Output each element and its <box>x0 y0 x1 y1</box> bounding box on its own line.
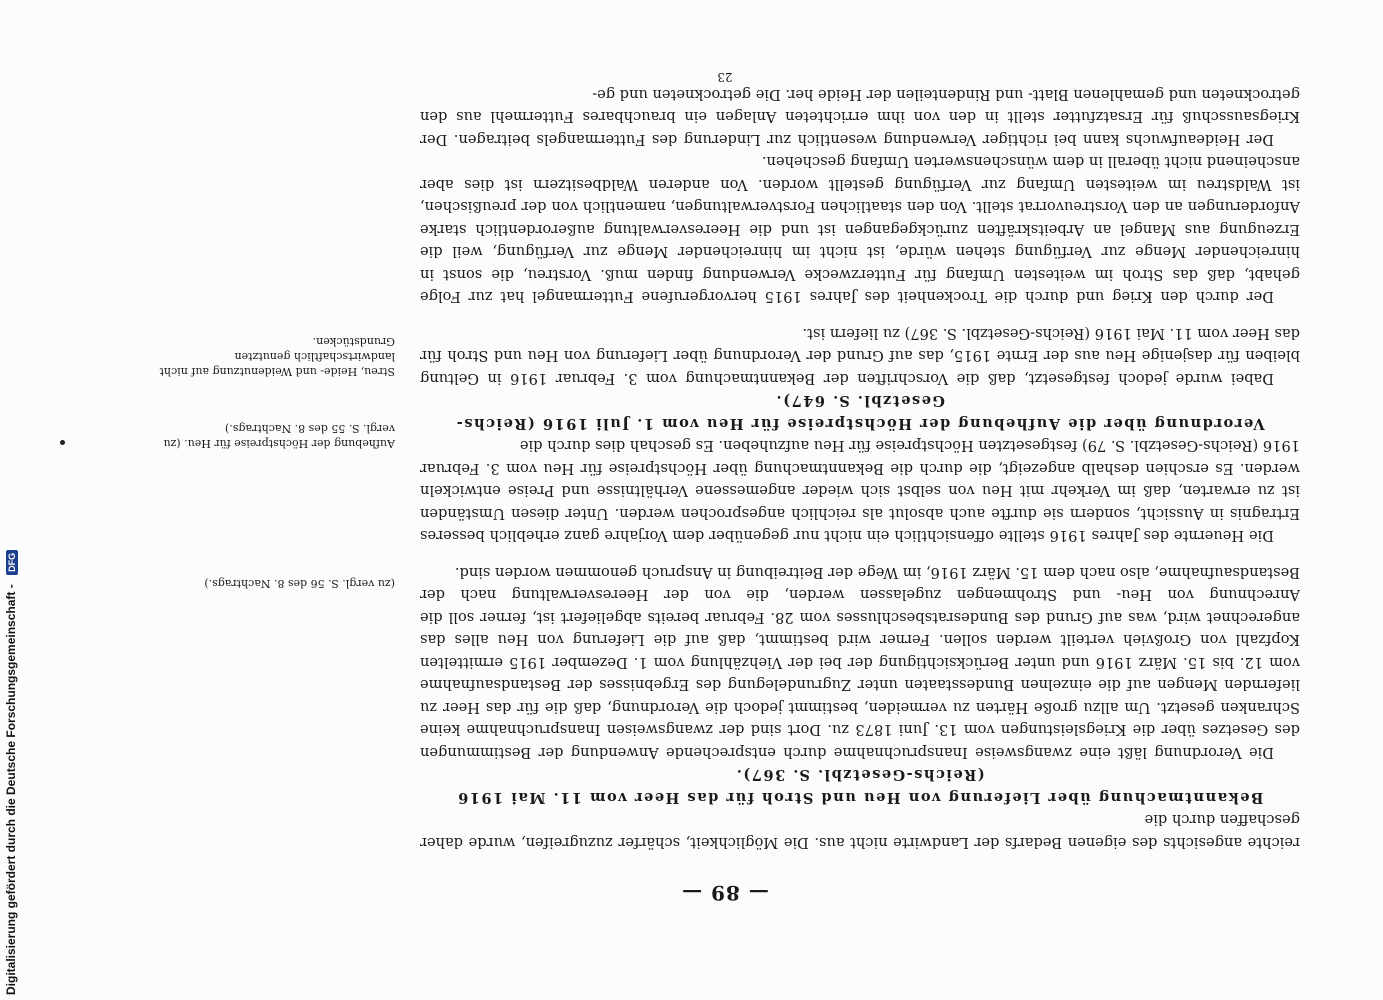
paragraph-heuernte: Die Heuernte des Jahres 1916 stellte offensichtlich ein nicht nur gegenüber dem Vorjahre ganz erheblich besseres Ertragnis in Aussicht, sondern sie durfte auch absolut als reichlich angesprochen werden. Unter diesen Umständen ist zu erwarten, daß im Verkehr mit Heu von selbst sich wieder angemessene Verhältnisse und Preise entwickeln werden. Es erschien deshalb angezeigt, die durch die Bekanntmachung über Höchstpreise für Heu vom 3. Februar 1916 (Reichs-Gesetzbl. S. 79) festgesetzten Höchstpreise für Heu aufzuheben. Es geschah dies durch die <box>420 437 1300 545</box>
footer-number: 23 <box>717 70 733 84</box>
margin-notes <box>150 113 395 853</box>
paragraph-futtermangel: Der durch den Krieg und durch die Trockenheit des Jahres 1915 hervorgerufene Futtermangel hat zur Folge gehabt, daß das Stroh im weitesten Umfang für Futterzwecke Verwendung finden muß. Vorstreu, die sonst in hinreichender Menge zur Verfügung stehen würde, ist nicht im hinreichender Menge zur Verfügung, weil die Erzeugung aus Mangel an Arbeitskräften zurückgegangen ist und die Heeresverwaltung außerordentlich starke Anforderungen an den Vorstreuvorrat stellt. Von den staatlichen Forstverwaltungen, namentlich von der preußischen, ist Waldstreu im weitesten Umfang zur Verfügung gestellt worden. Von anderen Waldbesitzern ist dies aber anscheinend nicht überall in dem wünschenswerten Umfang geschehen. <box>420 153 1300 306</box>
margin-note-2: Aufhebung der Höchstpreise für Heu. (zu vergl. S. 55 des 8. Nachtrags.) <box>163 422 395 450</box>
main-text-column <box>420 86 1300 853</box>
paragraph-verordnung: Die Verordnung läßt eine zwangsweise Inanspruchnahme durch entsprechende Anwendung der Bestimmungen des Gesetzes über die Kriegsleistungen vom 13. Juni 1873 zu. Dort sind der zwangsweisen Inanspruchnahme keine Schranken gesetzt. Um allzu große Härten zu vermeiden, bestimmt jedoch die Verordnung, daß die für das Heer zu liefernden Mengen auf die einzelnen Bundesstaaten unter Zugrundelegung des Ergebnisses der Bestandsaufnahme vom 12. bis 15. März 1916 und unter Berücksichtigung der bei der Viehzählung vom 1. Dezember 1915 ermittelten Kopfzahl von Großvieh verteilt werden sollen. Ferner wird bestimmt, daß auf die Lieferung von Heu alles das angerechnet wird, was auf Grund des Bundesratsbeschlusses vom 28. Februar bereits abgeliefert ist, ferner soll die Anrechnung von Heu- und Strohmengen zugelassen werden, die von der Heeresverwaltung nach der Bestandsaufnahme, also nach dem 15. März 1916, im Wege der Beitreibung in Anspruch genommen worden sind. <box>420 564 1300 761</box>
credit-text: Digitalisierung gefördert durch die Deutsche Forschungsgemeinschaft - <box>4 584 18 995</box>
heading-bekanntmachung: Bekanntmachung über Lieferung von Heu und Stroh für das Heer vom 11. Mai 1916 (Reichs-Gesetzbl. S. 367). <box>456 766 1264 806</box>
rotated-page-content <box>150 70 1300 905</box>
page-number: — 89 — <box>681 881 769 905</box>
paragraph-heideaufwuchs: Der Heideaufwuchs kann bei richtiger Verwendung wesentlich zur Linderung des Futtermangels beitragen. Der Kriegsausschuß für Ersatzfutter stellt in den von ihm errichteten Anlagen ein brauchbares Futtermehl aus den getrockneten und gemahlenen Blatt- und Rindenteilen der Heide her. Die getrockneten und ge- <box>420 86 1300 148</box>
paragraph-1: reichte angesichts des eigenen Bedarfs der Landwirte nicht aus. Die Möglichkeit, schärfer zuzugreifen, wurde daher geschaffen durch die <box>420 811 1300 851</box>
spacer <box>420 547 1300 561</box>
margin-note-3: Streu, Heide- und Weidenutzung auf nicht landwirtschaftlich genutzten Grundstücken. <box>159 335 395 378</box>
spacer <box>420 308 1300 322</box>
ink-speck <box>60 440 65 445</box>
heading-aufhebung: Verordnung über die Aufhebung der Höchstpreise für Heu vom 1. Juli 1916 (Reichs-Gesetzbl. S. 647). <box>455 392 1265 432</box>
margin-note-1: (zu vergl. S. 56 des 8. Nachtrags.) <box>204 577 395 590</box>
paragraph-dabei: Dabei wurde jedoch festgesetzt, daß die Vorschriften der Bekanntmachung vom 3. Februar 1916 in Geltung bleiben für dasjenige Heu aus der Ernte 1915, das auf Grund der Verordnung über Lieferung von Heu und Stroh für das Heer vom 11. Mai 1916 (Reichs-Gesetzbl. S. 367) zu liefern ist. <box>420 325 1300 387</box>
dfg-logo: DFG <box>6 550 18 575</box>
